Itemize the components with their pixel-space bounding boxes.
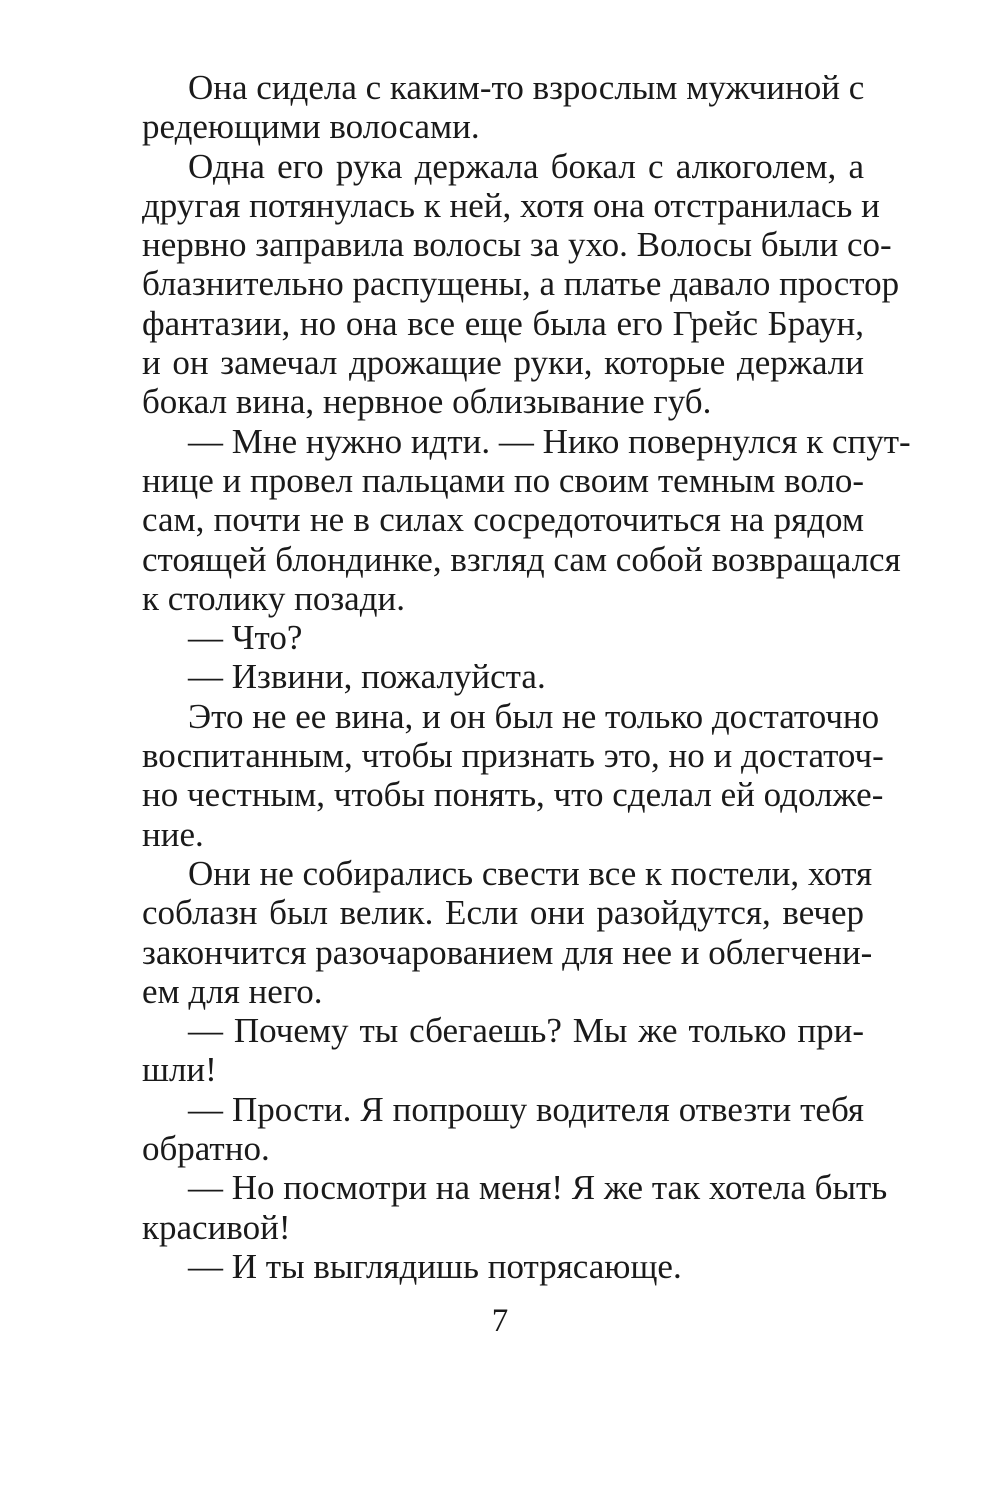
paragraph — [96, 1090, 864, 1169]
page-body — [96, 68, 911, 1286]
text-line: ем для него. — [142, 971, 323, 1011]
text-line: Она сидела с каким-то взрослым мужчиной с — [188, 68, 865, 107]
text-line: фантазии, но она все еще была его Грейс Браун, — [142, 303, 864, 343]
text-line: — И ты выглядишь потрясающе. — [188, 1246, 682, 1286]
text-line: воспитанным, чтобы признать это, но и достаточ- — [142, 736, 884, 776]
paragraph — [96, 853, 873, 1011]
paragraph — [96, 696, 884, 854]
text-line: но честным, чтобы понять, что сделал ей одолже- — [142, 775, 884, 815]
text-line: стоящей блондинке, взгляд сам собой возвращался — [142, 539, 901, 579]
text-line: к столику позади. — [142, 578, 405, 618]
text-line: и он замечал дрожащие руки, которые держали — [142, 343, 864, 383]
text-line: красивой! — [142, 1207, 291, 1247]
paragraph — [96, 1011, 864, 1090]
paragraph — [96, 1247, 864, 1286]
paragraph — [96, 421, 911, 618]
text-line: Одна его рука держала бокал с алкоголем, а — [188, 146, 864, 186]
text-line: — Что? — [188, 618, 303, 658]
paragraph — [96, 618, 864, 657]
text-line: — Извини, пожалуйста. — [188, 657, 546, 697]
paragraph — [96, 68, 864, 147]
text-line: — Прости. Я попрошу водителя отвезти тебя — [188, 1089, 864, 1129]
text-line: Это не ее вина, и он был не только достаточно — [188, 696, 880, 736]
text-line: нице и провел пальцами по своим темным воло- — [142, 460, 864, 500]
page-number: 7 — [491, 1303, 509, 1339]
text-line: Они не собирались свести все к постели, хотя — [188, 853, 873, 893]
paragraph — [96, 657, 864, 696]
text-line: закончится разочарованием для нее и облегчени- — [142, 932, 873, 972]
text-line: нервно заправила волосы за ухо. Волосы были со- — [142, 225, 892, 265]
text-line: обратно. — [142, 1129, 270, 1169]
text-line: блазнительно распущены, а платье давало простор — [142, 264, 900, 304]
text-line: редеющими волосами. — [142, 107, 480, 147]
text-line: другая потянулась к ней, хотя она отстранилась и — [142, 185, 880, 225]
text-line: соблазн был велик. Если они разойдутся, вечер — [142, 893, 864, 933]
text-line: бокал вина, нервное облизывание губ. — [142, 382, 712, 422]
text-line: ние. — [142, 814, 204, 854]
paragraph — [96, 1168, 888, 1247]
text-line: сам, почти не в силах сосредоточиться на рядом — [142, 500, 864, 540]
text-line: — Почему ты сбегаешь? Мы же только при- — [188, 1011, 864, 1051]
paragraph — [96, 146, 900, 422]
text-line: — Мне нужно идти. — Нико повернулся к спут- — [188, 421, 911, 461]
text-line: — Но посмотри на меня! Я же так хотела быть — [188, 1168, 888, 1208]
text-line: шли! — [142, 1050, 217, 1090]
